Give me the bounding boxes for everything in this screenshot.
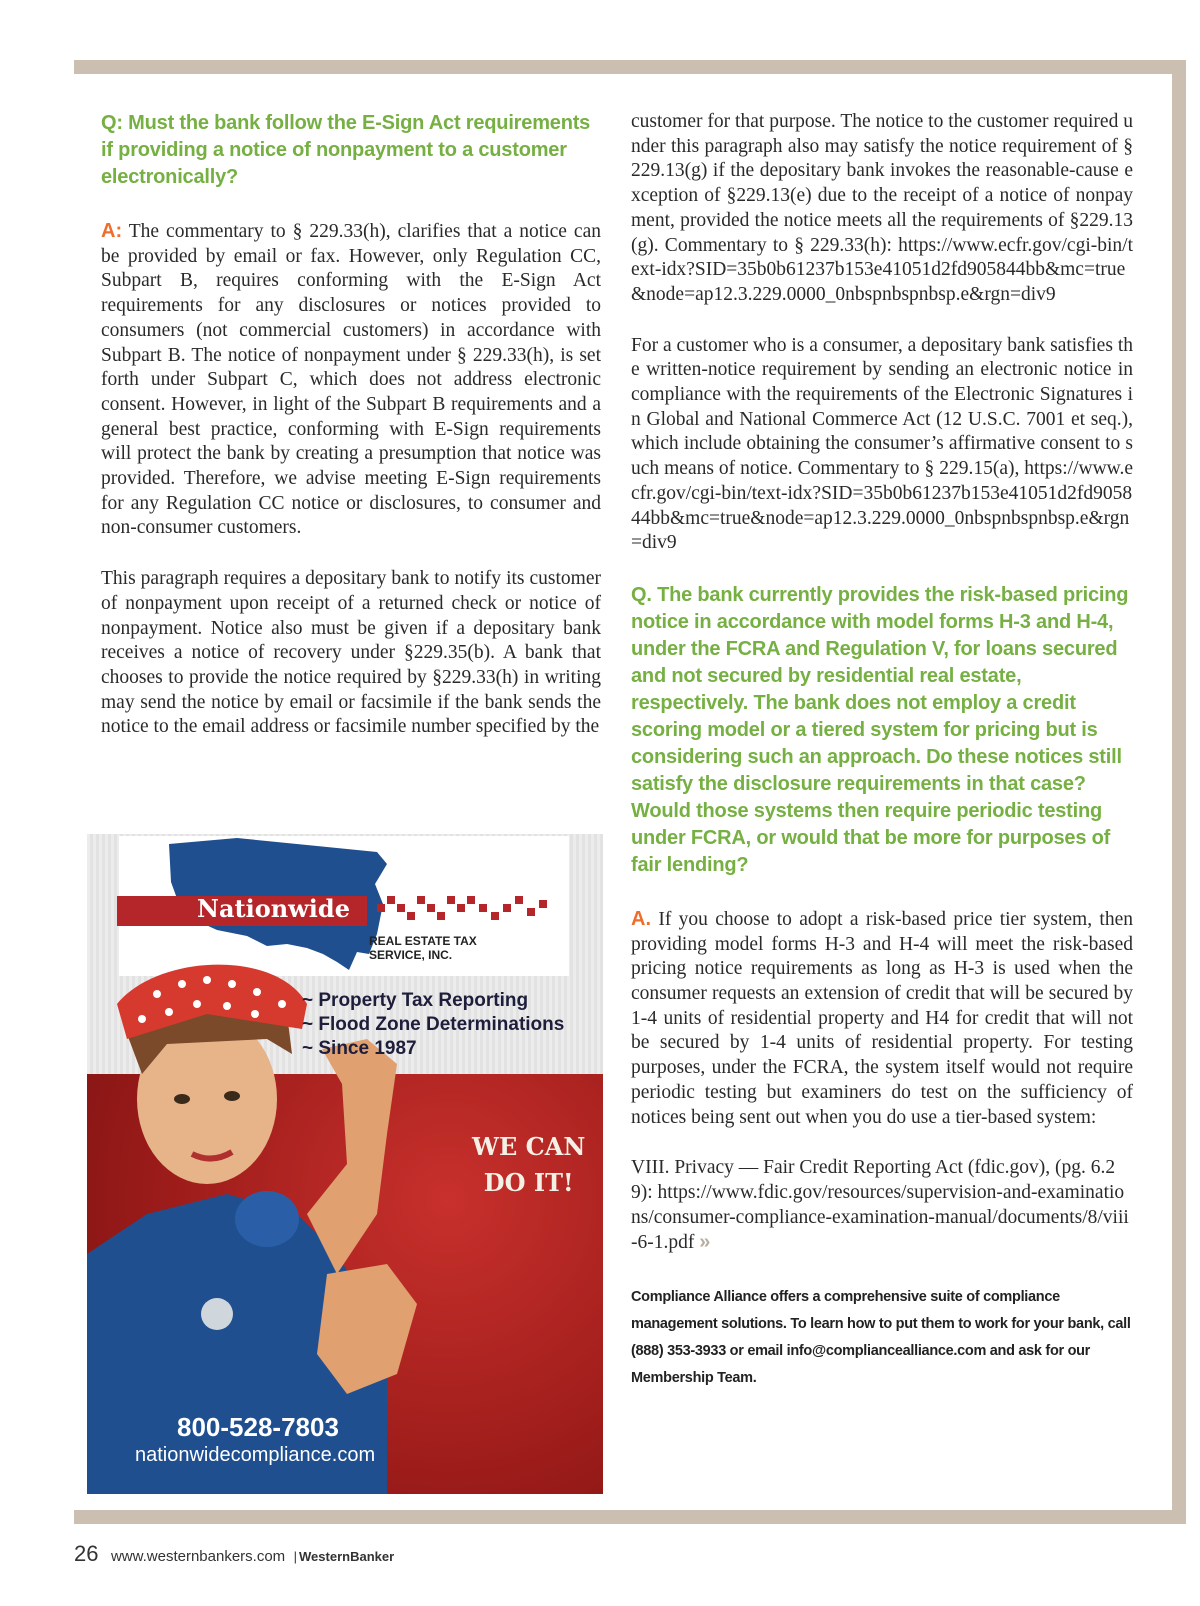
footer-brand: WesternBanker <box>299 1549 395 1564</box>
paragraph-commentary-229-33: customer for that purpose. The notice to the customer required under this paragraph also may satisfy the notice requirement of §229.13(g) if the depositary bank invokes the reasonable-cause exception of §229.13(e) due to the receipt of a notice of nonpayment, provided the notice meets all the requirements of §229.13(g). Commentary to § 229.33(h): https://www.ecfr.gov/cgi-bin/text-idx?SID=35b0b61237b153e41051d2fd905844bb&mc=true&node=ap12.3.229.0000_0nbspnbspnbsp.e&rgn=div9 <box>631 111 1133 305</box>
ad-service-item: ~ Property Tax Reporting <box>302 990 529 1011</box>
ad-slogan <box>472 1129 585 1201</box>
ad-slogan-line-1: WE CAN <box>472 1132 586 1161</box>
ad-service-item: ~ Since 1987 <box>302 1038 417 1059</box>
ad-subtitle-line-1: REAL ESTATE TAX <box>369 934 477 948</box>
ad-slogan-line-2: DO IT! <box>483 1168 574 1197</box>
question-1: Q: Must the bank follow the E-Sign Act requirements if providing a notice of nonpayment to a customer electronically? <box>101 112 591 188</box>
ad-service-item: ~ Flood Zone Determinations <box>302 1014 565 1035</box>
answer-1-text: The commentary to § 229.33(h), clarifies that a notice can be provided by email or fax. However, only Regulation CC, Subpart B, requires conforming with the E-Sign Act requirements for any disclosures or notices provided to consumers (not commercial customers) in accordance with Subpart B. The notice of nonpayment under § 229.33(h), is set forth under Subpart C, which does not address electronic consent. However, in light of the Subpart B requirements and a general best practice, conforming with E-Sign requirements will protect the bank by creating a presumption that notice was provided. Therefore, we advise meeting E-Sign requirements for any Regulation CC notice or disclosures, to consumer and non-consumer customers. <box>101 221 601 539</box>
answer-2-text: If you choose to adopt a risk-based price tier system, then providing model forms H-3 and H-4 will meet the risk-based pricing notice requirements as long as H-3 is used when the consumer requests an extension of credit that will be secured by 1-4 units of residential property and H4 for credit that will not be secured by 1-4 units of residential property. For testing purposes, under the FCRA, the system itself would not require periodic testing but examiners do test on the sufficiency of notices being sent out when you do use a tier-based system: <box>631 908 1133 1128</box>
page-footer <box>74 1541 394 1567</box>
nationwide-advertisement[interactable] <box>87 834 603 1494</box>
ad-website-link[interactable]: nationwidecompliance.com <box>135 1444 376 1466</box>
answer-2-label: A. <box>631 907 651 930</box>
fdic-reference-text: VIII. Privacy — Fair Credit Reporting Act (fdic.gov), (pg. 6.29): https://www.fdic.gov/resources/supervision-and-examinations/consumer-compliance-examination-manual/documents/8/viii-6-1.pdf <box>631 1157 1129 1254</box>
paragraph-nonpayment: This paragraph requires a depositary bank to notify its customer of nonpayment upon receipt of a returned check or notice of nonpayment. Notice also must be given if a depositary bank receives a notice of recovery under §229.35(b). A bank that chooses to provide the notice required by §229.33(h) in writing may send the notice by email or facsimile if the bank sends the notice to the email address or facsimile number specified by the <box>101 568 601 738</box>
double-chevron-right-icon: » <box>699 1231 705 1254</box>
answer-1-label: A: <box>101 220 123 242</box>
ad-company-subtitle <box>369 934 477 962</box>
ad-subtitle-line-2: SERVICE, INC. <box>369 948 453 962</box>
page-frame-top <box>74 60 1186 74</box>
page-frame-bottom <box>74 1510 1186 1524</box>
question-2: Q. The bank currently provides the risk-based pricing notice in accordance with model forms H-3 and H-4, under the FCRA and Regulation V, for loans secured and not secured by residential real estate, respectively. The bank does not employ a credit scoring model or a tiered system for pricing but is considering such an approach. Do these notices still satisfy the disclosure requirements in that case? Would those systems then require periodic testing under FCRA, or would that be more for purposes of fair lending? <box>631 583 1129 876</box>
right-column <box>631 110 1133 1392</box>
fdic-reference <box>631 1156 1133 1256</box>
footer-site-link[interactable]: www.westernbankers.com <box>110 1548 286 1565</box>
footer-separator: | <box>293 1549 298 1564</box>
page-frame-right <box>1172 60 1186 1524</box>
ad-services-list <box>302 989 564 1061</box>
compliance-alliance-promo: Compliance Alliance offers a comprehensive suite of compliance management solutions. To learn how to put them to work for your bank, call (888) 353-3933 or email info@compliancealliance.com and ask for our Membership Team. <box>631 1289 1131 1387</box>
page-number: 26 <box>74 1541 99 1566</box>
ad-company-name: Nationwide <box>197 894 350 923</box>
left-column <box>101 110 601 740</box>
answer-2 <box>631 907 1133 1130</box>
answer-1 <box>101 219 601 541</box>
ad-phone-number[interactable]: 800-528-7803 <box>177 1412 339 1442</box>
paragraph-consumer-notice: For a customer who is a consumer, a depositary bank satisfies the written-notice requirement by sending an electronic notice in compliance with the requirements of the Electronic Signatures in Global and National Commerce Act (12 U.S.C. 7001 et seq.), which include obtaining the consumer’s affirmative consent to such means of notice. Commentary to § 229.15(a), https://www.ecfr.gov/cgi-bin/text-idx?SID=35b0b61237b153e41051d2fd905844bb&mc=true&node=ap12.3.229.0000_0nbspnbspnbsp.e&rgn=div9 <box>631 334 1133 554</box>
pixel-pattern-icon <box>377 896 547 920</box>
